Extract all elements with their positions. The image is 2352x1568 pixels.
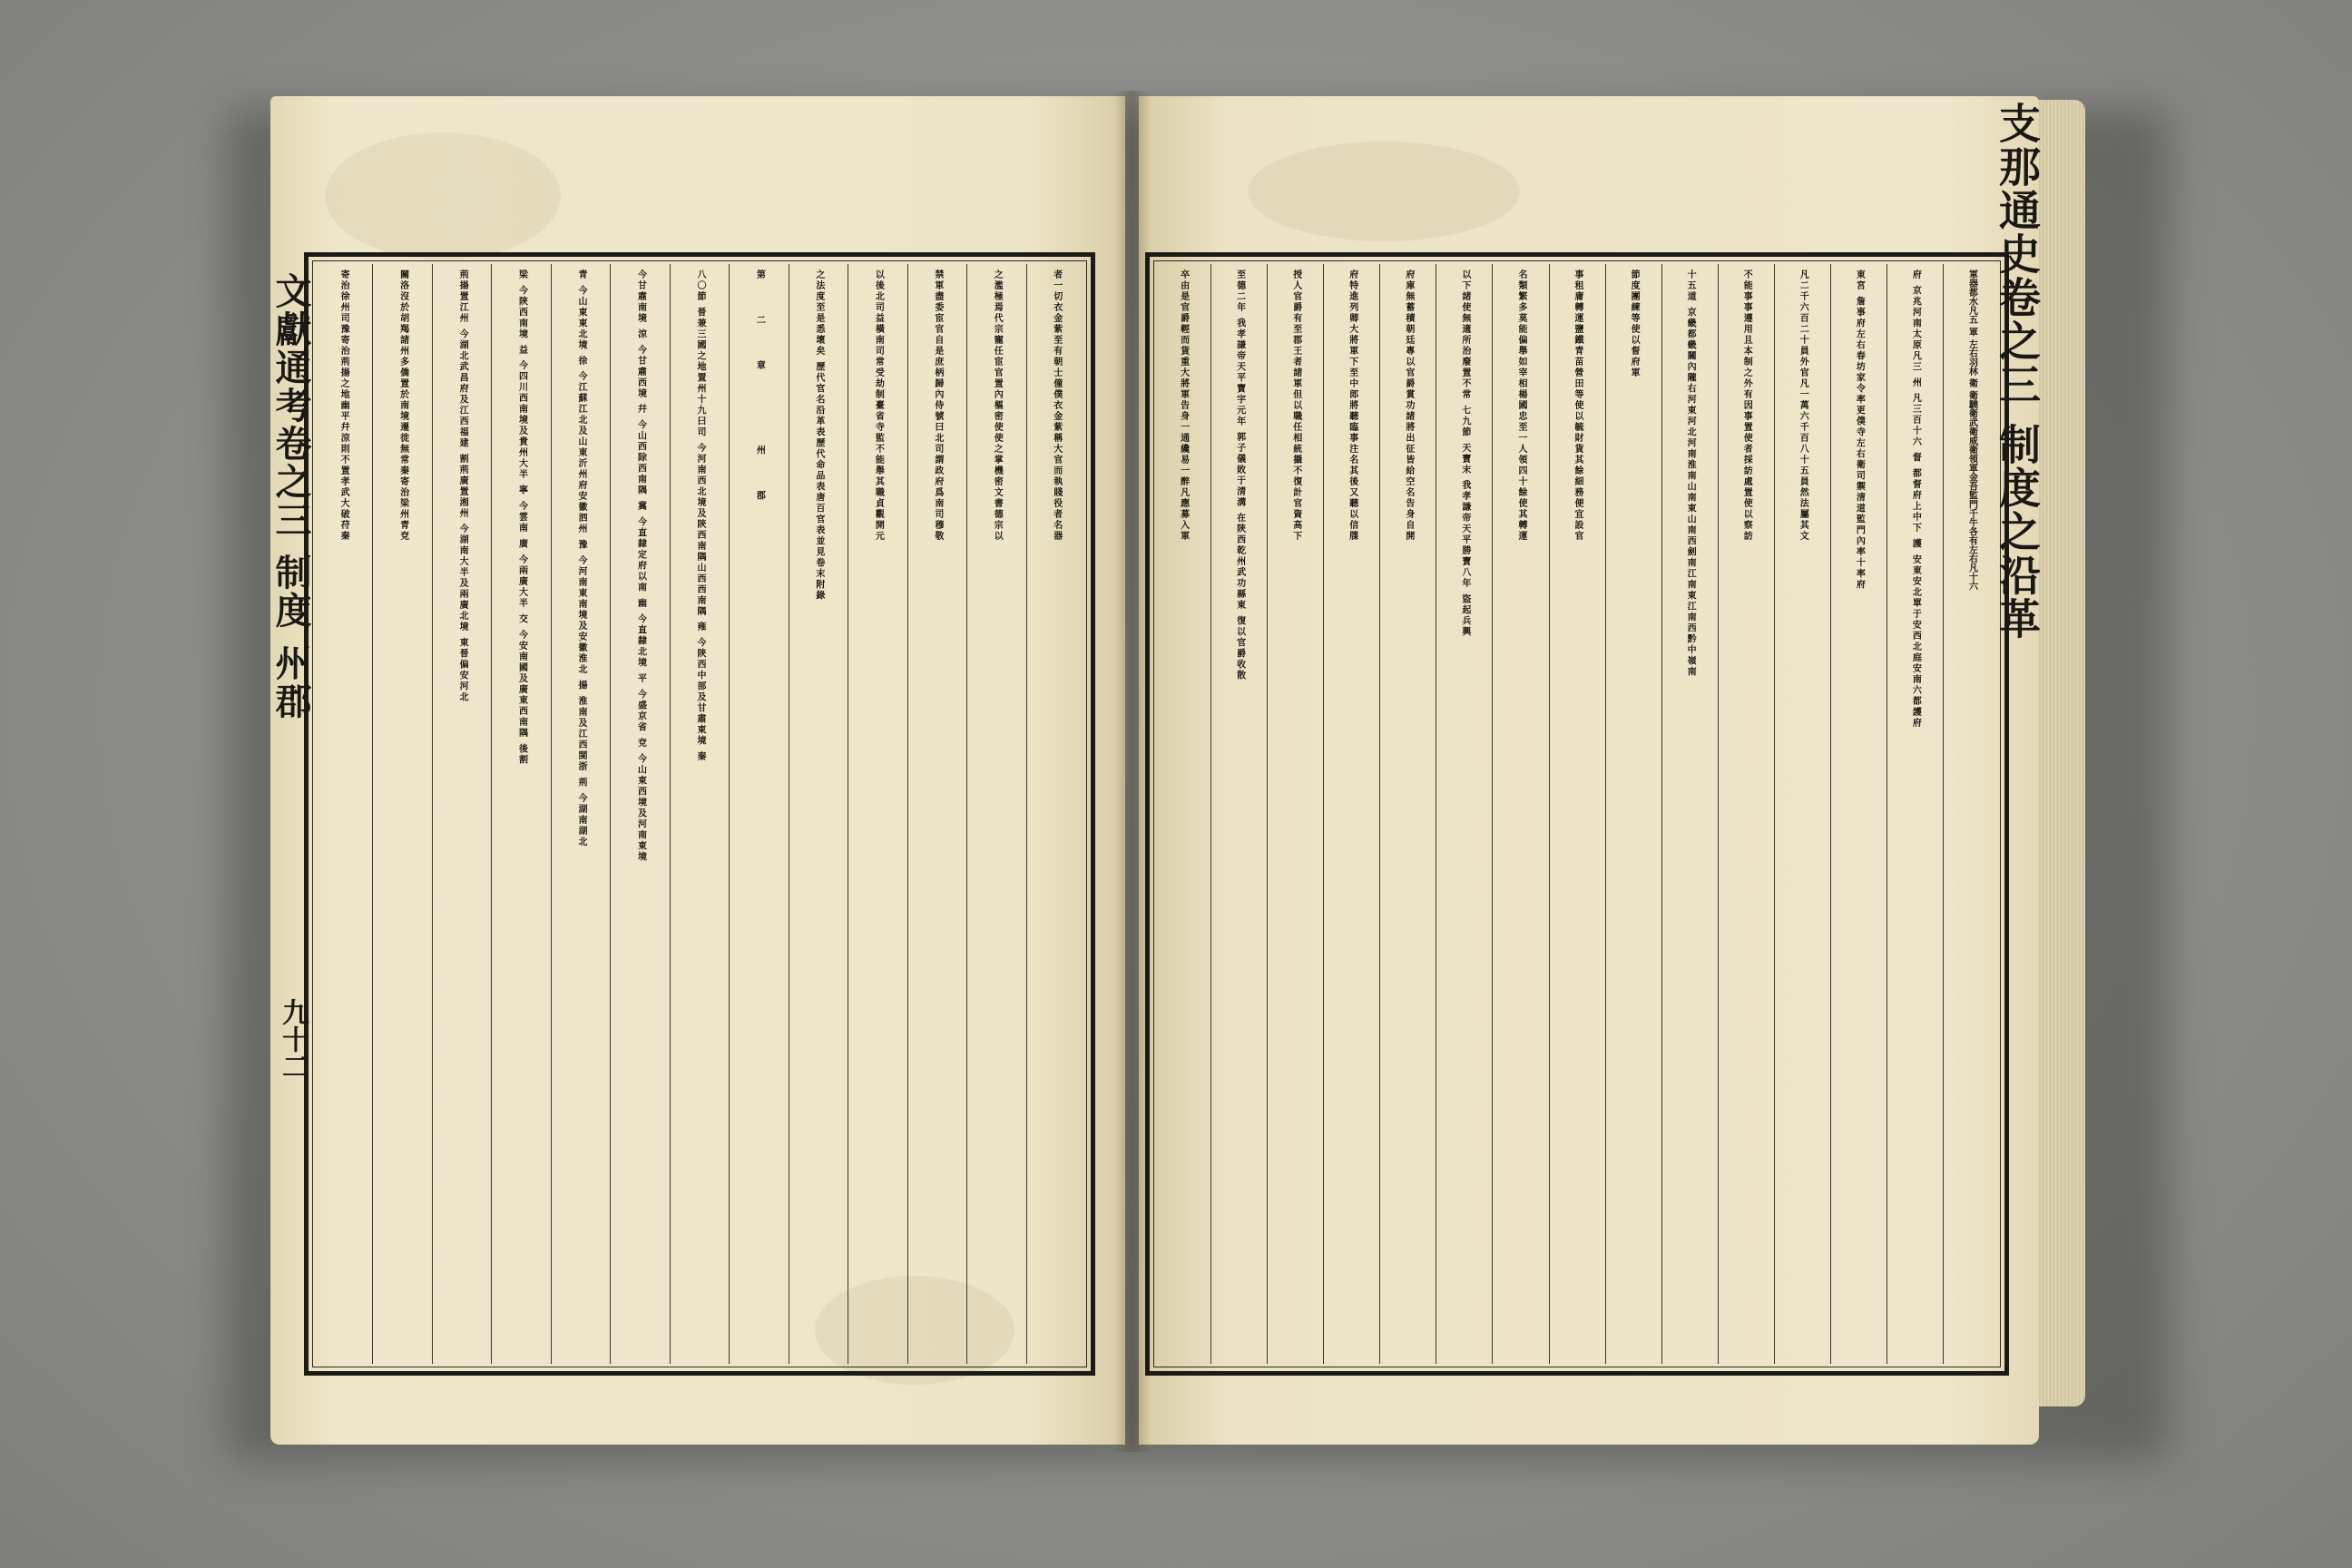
left-text-frame: [304, 252, 1095, 1376]
right-column-text: 府 京兆河南太原凡三 州 凡三百十六 督 都督府上中下 護 安東安北單于安西北庭安南六都護府: [1910, 270, 1921, 730]
left-text-column: [372, 264, 431, 1364]
right-column-text: 授人官爵有至郡王者諸軍但以職任相統攝不復計官資高下: [1290, 270, 1301, 542]
right-column-text: 十五道 京畿都畿關內隴右河東河北河南淮南山南東山南西劍南江南東江南西黔中嶺南: [1685, 270, 1696, 678]
left-text-column: [789, 264, 848, 1364]
left-text-column: [610, 264, 669, 1364]
right-column-text: 以下諸使無適所治廢置不常 七九節 天寶末 我孝謙帝天平勝寶八年 盜起兵興: [1459, 270, 1470, 638]
paper-stain: [1248, 142, 1520, 241]
right-column-text: 凡二千六百二十員外官凡一萬六千百八十五員然法屬其文: [1798, 270, 1808, 542]
right-text-column: [1774, 264, 1830, 1364]
right-text-column: [1267, 264, 1323, 1364]
right-text-column: [1436, 264, 1492, 1364]
right-text-column: [1549, 264, 1605, 1364]
left-column-text: 以後北司益橫南司常受劫制臺省寺監不能舉其職貞觀開元: [873, 270, 884, 542]
left-columns: [314, 264, 1085, 1364]
right-text-column: [1492, 264, 1548, 1364]
left-column-text: 禁軍盡委宦官自是庶柄歸內侍號曰北司謂政府爲南司穆敬: [932, 270, 943, 542]
right-column-text: 節度團練等使以督府軍: [1629, 270, 1640, 378]
left-column-text: 者一切衣金紫至有朝士僮僕衣金紫稱大官而執賤役者名器: [1051, 270, 1062, 542]
left-column-text: 之濫極焉代宗寵任宦官置內樞密使使之掌機密文書德宗以: [992, 270, 1003, 542]
left-text-column: [551, 264, 610, 1364]
right-text-frame: [1145, 252, 2009, 1376]
right-column-text: 名類繁多莫能偏舉如宰相楊國忠至一人領四十餘使其轉運: [1515, 270, 1526, 542]
right-text-column: [1830, 264, 1886, 1364]
left-text-column: [848, 264, 906, 1364]
left-text-column: [432, 264, 491, 1364]
left-text-column: [907, 264, 966, 1364]
right-text-column: [1210, 264, 1267, 1364]
right-text-column: [1886, 264, 1943, 1364]
page-number: 九十二: [277, 998, 309, 1080]
right-column-text: 事租庸轉運鹽鐵青苗營田等使以毓財貨其餘細務便宜設官: [1573, 270, 1583, 542]
right-column-text: 府特進列卿大將軍下至中郎將聽臨事注名其後又聽以信牒: [1347, 270, 1357, 542]
right-column-text: 不能事事遵用且本制之外有因事置使者採訪處置使以察訪: [1741, 270, 1752, 542]
right-margin-title: 支那通史卷之三 制度之沿革: [1993, 102, 2042, 642]
left-text-column: [314, 264, 372, 1364]
left-text-column: [966, 264, 1025, 1364]
right-text-column: [1661, 264, 1718, 1364]
right-column-text: 卒由是官爵輕而貨重大將軍告身一通纔易一醉凡應募入軍: [1178, 270, 1189, 542]
right-column-text: 府庫無蓄積朝廷專以官爵賞功諸將出征皆給空名告身自開: [1403, 270, 1414, 542]
left-text-column: [491, 264, 550, 1364]
right-text-column: [1718, 264, 1774, 1364]
left-column-text: 第二章 州郡: [754, 270, 765, 536]
left-column-text: 梁 今陝西南境 益 今四川西南境及貴州大半 寧 今雲南 廣 今兩廣大半 交 今安南國及廣東西南隅 後割: [516, 270, 527, 766]
left-text-column: [1026, 264, 1085, 1364]
right-column-text: 東宮 詹事府左右春坊家令率更僕寺左右衛司禦清道監門內率十率府: [1854, 270, 1865, 591]
left-text-column: [729, 264, 788, 1364]
left-margin-title: 文獻通考卷之三 制度 州郡: [270, 272, 312, 720]
right-text-column: [1323, 264, 1379, 1364]
left-column-text: 今甘肅南境 涼 今甘肅西境 幷 今山西除西南隅 冀 今直隸定府以南 幽 今直隸北境 平 今盛京省 兗 今山東西境及河南東境: [635, 270, 646, 863]
left-column-text: 青 今山東東北境 徐 今江蘇江北及山東沂州府安徽泗州 豫 今河南東南境及安徽淮北 揚 淮南及江西閩浙 荊 今湖南湖北: [576, 270, 587, 848]
left-column-text: 之法度至是悉壞矣 歷代官名沿革表歷代命品表唐百官表並見卷末附錄: [813, 270, 824, 602]
right-text-column: [1155, 264, 1210, 1364]
paper-stain: [325, 132, 561, 260]
left-column-text: 八〇節 晉兼三國之地置州十九曰司 今河南西北境及陝西南隅山西西南隅 雍 今陝西中部及甘肅東境 秦: [694, 270, 705, 763]
left-text-column: [670, 264, 729, 1364]
right-column-text: 軍器都水凡五 軍 左右羽林 衛 衛驍衛武衛威衛領軍金吾監門千牛各有左右凡十六: [1966, 270, 1977, 591]
right-text-column: [1605, 264, 1661, 1364]
right-columns: [1155, 264, 1999, 1364]
left-column-text: 寄治徐州司豫寄治荊揚之地幽平幷涼則不置孝武大破苻秦: [338, 270, 349, 542]
right-text-column: [1379, 264, 1436, 1364]
left-column-text: 荊揚置江州 今湖北武昌府及江西福建 割荊廣置湘州 今湖南大半及兩廣北境 東晉偏安河北: [457, 270, 468, 703]
left-column-text: 關洛沒於胡羯諸州多僑置於南境遷徙無常秦寄治梁州青兗: [397, 270, 408, 542]
right-column-text: 至德二年 我孝謙帝天平寶字元年 郭子儀敗于清溝 在陝西乾州武功縣東 復以官爵收散: [1234, 270, 1245, 681]
